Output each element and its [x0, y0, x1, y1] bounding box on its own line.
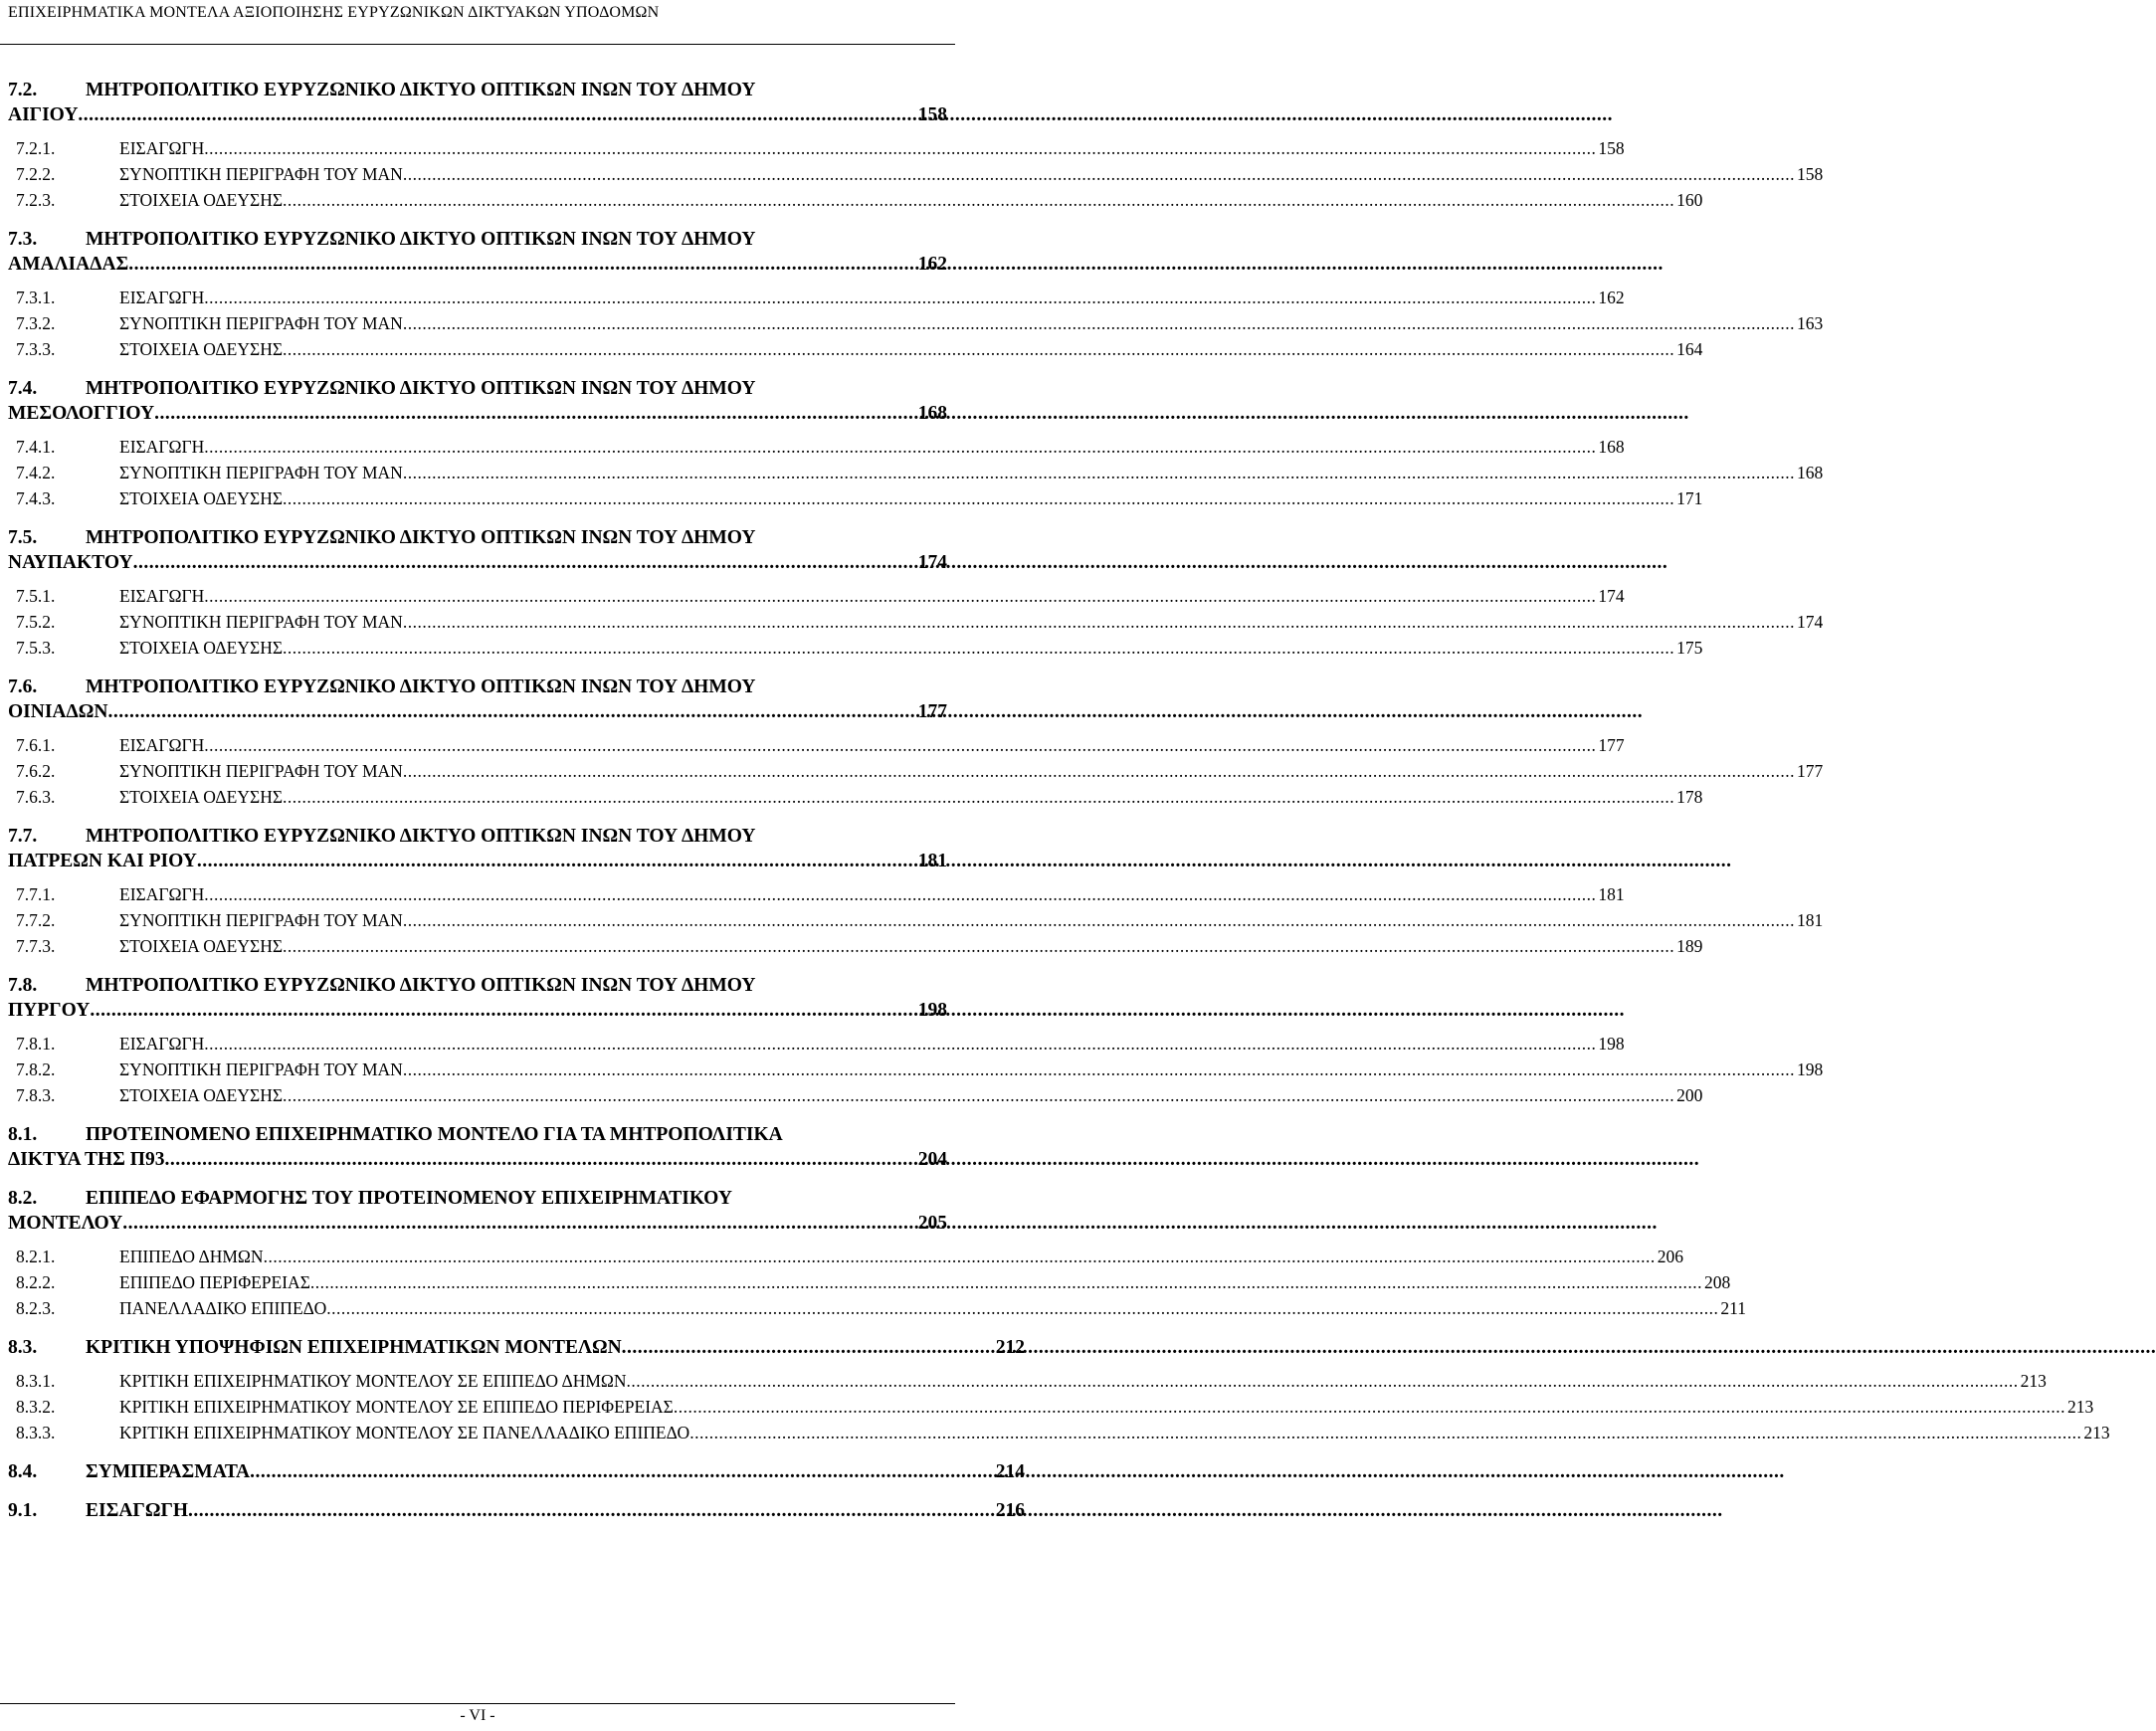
section-title-continued: ΑΙΓΙΟΥ [8, 104, 79, 125]
subsection-number: 7.7.2. [16, 910, 56, 930]
subsection-title: ΣΤΟΙΧΕΙΑ ΟΔΕΥΣΗΣ [119, 787, 284, 807]
subsection-title: ΣΥΝΟΠΤΙΚΗ ΠΕΡΙΓΡΑΦΗ ΤΟΥ MAN [119, 313, 403, 333]
subsection-title: ΣΥΝΟΠΤΙΚΗ ΠΕΡΙΓΡΑΦΗ ΤΟΥ MAN [119, 164, 403, 184]
header-rule [0, 44, 955, 45]
section-title-continued: ΔΙΚΤΥΑ ΤΗΣ Π93 [8, 1149, 165, 1170]
section-number: 7.4. [8, 378, 38, 399]
subsection-title: ΕΙΣΑΓΩΓΗ [119, 586, 205, 606]
toc-subsection-entry[interactable] [8, 907, 1824, 933]
section-number: 8.3. [8, 1337, 38, 1358]
dot-leader [283, 933, 1674, 959]
subsection-number: 8.2.1. [16, 1247, 56, 1266]
toc-subsection-entry[interactable] [8, 135, 1625, 161]
page-ref: 160 [1676, 190, 1703, 210]
toc-leader-line [119, 135, 1625, 161]
subsection-title: ΚΡΙΤΙΚΗ ΕΠΙΧΕΙΡΗΜΑΤΙΚΟΥ ΜΟΝΤΕΛΟΥ ΣΕ ΠΑΝΕΛΛΑΔΙΚΟ ΕΠΙΠΕΔΟ [119, 1423, 690, 1442]
page-ref: 168 [1796, 463, 1824, 482]
subsection-number: 7.5.2. [16, 612, 56, 632]
toc-subsection-entry[interactable] [8, 758, 1824, 784]
subsection-number: 7.7.3. [16, 936, 56, 956]
section-number: 7.3. [8, 229, 38, 250]
dot-leader [283, 784, 1674, 810]
subsection-title: ΣΥΝΟΠΤΙΚΗ ΠΕΡΙΓΡΑΦΗ ΤΟΥ MAN [119, 612, 403, 632]
toc-leader-line [119, 732, 1625, 758]
toc-leader-line [119, 609, 1823, 635]
subsection-title: ΣΤΟΙΧΕΙΑ ΟΔΕΥΣΗΣ [119, 488, 284, 508]
dot-leader [250, 1459, 994, 1484]
footer-rule [0, 1703, 955, 1704]
toc-leader-line [119, 784, 1702, 810]
dot-leader [326, 1295, 1718, 1321]
dot-leader [403, 758, 1795, 784]
section-title: ΚΡΙΤΙΚΗ ΥΠΟΨΗΦΙΩΝ ΕΠΙΧΕΙΡΗΜΑΤΙΚΩΝ ΜΟΝΤΕΛΩΝ [86, 1337, 622, 1358]
toc-section-heading [8, 1335, 1025, 1360]
dot-leader [204, 732, 1596, 758]
toc-subsection-entry[interactable] [8, 1082, 1703, 1108]
section-title: ΜΗΤΡΟΠΟΛΙΤΙΚΟ ΕΥΡΥΖΩΝΙΚΟ ΔΙΚΤΥΟ ΟΠΤΙΚΩΝ ΙΝΩΝ ΤΟΥ ΔΗΜΟΥ [86, 80, 756, 100]
toc-leader-line [119, 336, 1702, 362]
page-ref: 206 [1657, 1247, 1683, 1266]
page-ref: 178 [1676, 787, 1703, 807]
page-ref: 181 [917, 851, 947, 871]
page-ref: 177 [1598, 735, 1625, 755]
page-ref: 168 [917, 403, 947, 424]
toc-subsection-entry[interactable] [8, 1031, 1625, 1057]
dot-leader [283, 1082, 1674, 1108]
section-number: 7.6. [8, 676, 38, 697]
page-ref: 162 [1598, 288, 1625, 307]
dot-leader [154, 401, 916, 426]
toc-section-entry[interactable] [8, 973, 947, 1023]
page-ref: 214 [995, 1461, 1025, 1482]
subsection-title: ΕΙΣΑΓΩΓΗ [119, 288, 205, 307]
dot-leader [107, 699, 915, 724]
dot-leader [283, 635, 1674, 661]
toc-leader-line [119, 635, 1702, 661]
section-title: ΜΗΤΡΟΠΟΛΙΤΙΚΟ ΕΥΡΥΖΩΝΙΚΟ ΔΙΚΤΥΟ ΟΠΤΙΚΩΝ ΙΝΩΝ ΤΟΥ ΔΗΜΟΥ [86, 676, 756, 697]
dot-leader [78, 102, 915, 127]
toc-subsection-entry[interactable] [8, 460, 1824, 485]
toc-leader-line [119, 285, 1625, 310]
dot-leader [674, 1394, 2065, 1420]
page-ref: 189 [1676, 936, 1703, 956]
dot-leader [128, 252, 915, 277]
toc-leader-line [8, 849, 947, 873]
page-ref: 163 [1796, 313, 1824, 333]
subsection-title: ΕΙΣΑΓΩΓΗ [119, 138, 205, 158]
section-number: 8.2. [8, 1188, 38, 1209]
section-title: ΜΗΤΡΟΠΟΛΙΤΙΚΟ ΕΥΡΥΖΩΝΙΚΟ ΔΙΚΤΥΟ ΟΠΤΙΚΩΝ ΙΝΩΝ ΤΟΥ ΔΗΜΟΥ [86, 826, 756, 847]
page-ref: 181 [1796, 910, 1824, 930]
dot-leader [204, 583, 1596, 609]
dot-leader [627, 1368, 2019, 1394]
subsection-title: ΣΤΟΙΧΕΙΑ ΟΔΕΥΣΗΣ [119, 936, 284, 956]
toc-leader-line [119, 161, 1823, 187]
toc-section-entry[interactable] [8, 1122, 947, 1172]
subsection-title: ΣΥΝΟΠΤΙΚΗ ΠΕΡΙΓΡΑΦΗ ΤΟΥ MAN [119, 761, 403, 781]
page-ref: 213 [2020, 1371, 2047, 1391]
page-ref: 164 [1676, 339, 1703, 359]
page-ref: 181 [1598, 884, 1625, 904]
subsection-title: ΚΡΙΤΙΚΗ ΕΠΙΧΕΙΡΗΜΑΤΙΚΟΥ ΜΟΝΤΕΛΟΥ ΣΕ ΕΠΙΠΕΔΟ ΔΗΜΩΝ [119, 1371, 627, 1391]
dot-leader [283, 485, 1674, 511]
section-title: ΠΡΟΤΕΙΝΟΜΕΝΟ ΕΠΙΧΕΙΡΗΜΑΤΙΚΟ ΜΟΝΤΕΛΟ ΓΙΑ ΤΑ ΜΗΤΡΟΠΟΛΙΤΙΚΑ [86, 1124, 783, 1145]
toc-section-entry[interactable] [8, 824, 947, 873]
subsection-number: 8.2.2. [16, 1272, 56, 1292]
section-title-continued: ΑΜΑΛΙΑΔΑΣ [8, 254, 129, 275]
toc-leader-line [119, 1244, 1683, 1269]
dot-leader [283, 336, 1674, 362]
subsection-title: ΣΤΟΙΧΕΙΑ ΟΔΕΥΣΗΣ [119, 638, 284, 658]
dot-leader [403, 161, 1795, 187]
section-number: 9.1. [8, 1500, 38, 1521]
dot-leader [204, 285, 1596, 310]
toc-leader-line [8, 102, 947, 127]
toc-section-heading [8, 78, 947, 102]
section-title: ΕΙΣΑΓΩΓΗ [86, 1500, 189, 1521]
toc-section-heading [8, 376, 947, 401]
toc-subsection-entry[interactable] [8, 1295, 1746, 1321]
dot-leader [689, 1420, 2081, 1445]
page-ref: 198 [1598, 1034, 1625, 1054]
dot-leader [403, 907, 1795, 933]
toc-subsection-entry[interactable] [8, 485, 1703, 511]
page-ref: 158 [917, 104, 947, 125]
dot-leader [122, 1211, 915, 1236]
toc-leader-line [119, 1394, 2093, 1420]
subsection-title: ΚΡΙΤΙΚΗ ΕΠΙΧΕΙΡΗΜΑΤΙΚΟΥ ΜΟΝΤΕΛΟΥ ΣΕ ΕΠΙΠΕΔΟ ΠΕΡΙΦΕΡΕΙΑΣ [119, 1397, 674, 1417]
toc-subsection-entry[interactable] [8, 187, 1703, 213]
dot-leader [310, 1269, 1702, 1295]
subsection-title: ΕΙΣΑΓΩΓΗ [119, 735, 205, 755]
toc-leader-line [119, 758, 1823, 784]
dot-leader [188, 1498, 994, 1523]
toc-subsection-entry[interactable] [8, 933, 1703, 959]
section-title-continued: ΝΑΥΠΑΚΤΟΥ [8, 552, 133, 573]
toc-leader-line [119, 434, 1625, 460]
subsection-number: 7.8.1. [16, 1034, 56, 1054]
subsection-number: 7.2.3. [16, 190, 56, 210]
toc-subsection-entry[interactable] [8, 732, 1625, 758]
subsection-title: ΠΑΝΕΛΛΑΔΙΚΟ ΕΠΙΠΕΔΟ [119, 1298, 327, 1318]
subsection-number: 7.6.2. [16, 761, 56, 781]
toc-leader-line [119, 1057, 1823, 1082]
toc-section-heading [8, 674, 947, 699]
subsection-number: 7.7.1. [16, 884, 56, 904]
subsection-title: ΕΙΣΑΓΩΓΗ [119, 437, 205, 457]
section-title-continued: ΠΥΡΓΟΥ [8, 1000, 91, 1021]
toc-leader-line [119, 933, 1702, 959]
toc-section-heading [8, 1498, 1025, 1523]
page-ref: 213 [2083, 1423, 2110, 1442]
toc-subsection-entry[interactable] [8, 1368, 2047, 1394]
toc-leader-line [86, 1498, 1025, 1523]
subsection-number: 7.6.1. [16, 735, 56, 755]
subsection-title: ΣΤΟΙΧΕΙΑ ΟΔΕΥΣΗΣ [119, 1085, 284, 1105]
subsection-number: 8.3.3. [16, 1423, 56, 1442]
subsection-number: 7.3.1. [16, 288, 56, 307]
section-title-continued: ΜΟΝΤΕΛΟΥ [8, 1213, 123, 1234]
toc-section-entry[interactable] [8, 525, 947, 575]
toc-subsection-entry[interactable] [8, 881, 1625, 907]
dot-leader [164, 1147, 915, 1172]
subsection-title: ΕΠΙΠΕΔΟ ΠΕΡΙΦΕΡΕΙΑΣ [119, 1272, 310, 1292]
section-number: 8.1. [8, 1124, 38, 1145]
toc-leader-line [119, 310, 1823, 336]
subsection-number: 7.2.1. [16, 138, 56, 158]
toc-subsection-entry[interactable] [8, 1057, 1824, 1082]
page-ref: 174 [917, 552, 947, 573]
page-ref: 171 [1676, 488, 1703, 508]
section-title: ΜΗΤΡΟΠΟΛΙΤΙΚΟ ΕΥΡΥΖΩΝΙΚΟ ΔΙΚΤΥΟ ΟΠΤΙΚΩΝ ΙΝΩΝ ΤΟΥ ΔΗΜΟΥ [86, 975, 756, 996]
toc-subsection-entry[interactable] [8, 784, 1703, 810]
toc-subsection-entry[interactable] [8, 161, 1824, 187]
toc-leader-line [119, 187, 1702, 213]
page-ref: 198 [1796, 1059, 1824, 1079]
toc-leader-line [119, 583, 1625, 609]
dot-leader [622, 1335, 994, 1360]
subsection-number: 7.4.3. [16, 488, 56, 508]
page-ref: 162 [917, 254, 947, 275]
subsection-number: 7.3.2. [16, 313, 56, 333]
subsection-number: 7.3.3. [16, 339, 56, 359]
page-ref: 216 [995, 1500, 1025, 1521]
page-ref: 168 [1598, 437, 1625, 457]
subsection-title: ΣΤΟΙΧΕΙΑ ΟΔΕΥΣΗΣ [119, 190, 284, 210]
subsection-number: 7.8.2. [16, 1059, 56, 1079]
dot-leader [403, 460, 1795, 485]
subsection-number: 8.3.2. [16, 1397, 56, 1417]
page-ref: 175 [1676, 638, 1703, 658]
page-ref: 177 [1796, 761, 1824, 781]
toc-section-entry[interactable] [8, 674, 947, 724]
toc-leader-line [119, 1420, 2110, 1445]
toc-leader-line [8, 998, 947, 1023]
subsection-number: 8.3.1. [16, 1371, 56, 1391]
toc-leader-line [8, 401, 947, 426]
subsection-title: ΣΥΝΟΠΤΙΚΗ ΠΕΡΙΓΡΑΦΗ ΤΟΥ MAN [119, 910, 403, 930]
toc-section-heading [8, 227, 947, 252]
toc-leader-line [8, 699, 947, 724]
toc-leader-line [119, 485, 1702, 511]
table-of-contents [8, 78, 2110, 1523]
toc-section-heading [8, 1459, 1025, 1484]
section-number: 7.5. [8, 527, 38, 548]
toc-leader-line [8, 550, 947, 575]
page-ref: 212 [995, 1337, 1025, 1358]
page-number: - VI - [460, 1707, 495, 1724]
toc-subsection-entry[interactable] [8, 583, 1625, 609]
subsection-title: ΣΥΝΟΠΤΙΚΗ ΠΕΡΙΓΡΑΦΗ ΤΟΥ MAN [119, 463, 403, 482]
page-ref: 205 [917, 1213, 947, 1234]
page-ref: 158 [1598, 138, 1625, 158]
section-number: 7.8. [8, 975, 38, 996]
page-ref: 174 [1598, 586, 1625, 606]
toc-leader-line [119, 1031, 1625, 1057]
toc-leader-line [119, 1082, 1702, 1108]
toc-leader-line [8, 1147, 947, 1172]
toc-leader-line [119, 881, 1625, 907]
subsection-title: ΣΤΟΙΧΕΙΑ ΟΔΕΥΣΗΣ [119, 339, 284, 359]
toc-section-entry[interactable] [8, 1459, 1025, 1484]
section-title: ΜΗΤΡΟΠΟΛΙΤΙΚΟ ΕΥΡΥΖΩΝΙΚΟ ΔΙΚΤΥΟ ΟΠΤΙΚΩΝ ΙΝΩΝ ΤΟΥ ΔΗΜΟΥ [86, 229, 756, 250]
section-title-continued: ΜΕΣΟΛΟΓΓΙΟΥ [8, 403, 155, 424]
toc-section-entry[interactable] [8, 1335, 1025, 1360]
section-title: ΕΠΙΠΕΔΟ ΕΦΑΡΜΟΓΗΣ ΤΟΥ ΠΡΟΤΕΙΝΟΜΕΝΟΥ ΕΠΙΧΕΙΡΗΜΑΤΙΚΟΥ [86, 1188, 732, 1209]
subsection-number: 8.2.3. [16, 1298, 56, 1318]
toc-subsection-entry[interactable] [8, 609, 1824, 635]
subsection-number: 7.6.3. [16, 787, 56, 807]
section-number: 7.2. [8, 80, 38, 100]
toc-subsection-entry[interactable] [8, 635, 1703, 661]
subsection-title: ΕΠΙΠΕΔΟ ΔΗΜΩΝ [119, 1247, 264, 1266]
running-header: ΕΠΙΧΕΙΡΗΜΑΤΙΚΑ ΜΟΝΤΕΛΑ ΑΞΙΟΠΟΙΗΣΗΣ ΕΥΡΥΖΩΝΙΚΩΝ ΔΙΚΤΥΑΚΩΝ ΥΠΟΔΟΜΩΝ [8, 4, 660, 21]
subsection-title: ΕΙΣΑΓΩΓΗ [119, 1034, 205, 1054]
toc-subsection-entry[interactable] [8, 1394, 2094, 1420]
toc-leader-line [119, 460, 1823, 485]
toc-subsection-entry[interactable] [8, 1420, 2110, 1445]
subsection-number: 7.5.3. [16, 638, 56, 658]
dot-leader [133, 550, 916, 575]
dot-leader [204, 434, 1596, 460]
page-ref: 213 [2066, 1397, 2094, 1417]
toc-section-entry[interactable] [8, 227, 947, 277]
page-ref: 204 [917, 1149, 947, 1170]
dot-leader [204, 135, 1596, 161]
toc-section-entry[interactable] [8, 376, 947, 426]
toc-leader-line [119, 1368, 2047, 1394]
section-title-continued: ΟΙΝΙΑΔΩΝ [8, 701, 108, 722]
page-ref: 208 [1704, 1272, 1731, 1292]
section-title-continued: ΠΑΤΡΕΩΝ ΚΑΙ ΡΙΟΥ [8, 851, 197, 871]
toc-leader-line [86, 1459, 1025, 1484]
page-ref: 198 [917, 1000, 947, 1021]
dot-leader [90, 998, 915, 1023]
page-ref: 211 [1720, 1298, 1746, 1318]
subsection-title: ΕΙΣΑΓΩΓΗ [119, 884, 205, 904]
toc-section-heading [8, 973, 947, 998]
toc-subsection-entry[interactable] [8, 310, 1824, 336]
subsection-title: ΣΥΝΟΠΤΙΚΗ ΠΕΡΙΓΡΑΦΗ ΤΟΥ MAN [119, 1059, 403, 1079]
subsection-number: 7.4.2. [16, 463, 56, 482]
section-number: 8.4. [8, 1461, 38, 1482]
subsection-number: 7.4.1. [16, 437, 56, 457]
toc-leader-line [86, 1335, 1025, 1360]
dot-leader [204, 1031, 1596, 1057]
dot-leader [403, 609, 1795, 635]
toc-subsection-entry[interactable] [8, 285, 1625, 310]
toc-leader-line [119, 1269, 1730, 1295]
dot-leader [197, 849, 916, 873]
toc-leader-line [8, 252, 947, 277]
toc-leader-line [119, 907, 1823, 933]
toc-leader-line [8, 1211, 947, 1236]
toc-section-heading [8, 1122, 947, 1147]
page-ref: 177 [917, 701, 947, 722]
toc-section-entry[interactable] [8, 1186, 947, 1236]
toc-section-entry[interactable] [8, 78, 947, 127]
toc-section-entry[interactable] [8, 1498, 1025, 1523]
toc-leader-line [119, 1295, 1746, 1321]
section-title: ΣΥΜΠΕΡΑΣΜΑΤΑ [86, 1461, 251, 1482]
page-ref: 174 [1796, 612, 1824, 632]
section-number: 7.7. [8, 826, 38, 847]
toc-subsection-entry[interactable] [8, 1244, 1683, 1269]
dot-leader [264, 1244, 1656, 1269]
dot-leader [403, 1057, 1795, 1082]
dot-leader [204, 881, 1596, 907]
toc-subsection-entry[interactable] [8, 336, 1703, 362]
section-title: ΜΗΤΡΟΠΟΛΙΤΙΚΟ ΕΥΡΥΖΩΝΙΚΟ ΔΙΚΤΥΟ ΟΠΤΙΚΩΝ ΙΝΩΝ ΤΟΥ ΔΗΜΟΥ [86, 378, 756, 399]
toc-subsection-entry[interactable] [8, 1269, 1731, 1295]
toc-section-heading [8, 1186, 947, 1211]
dot-leader [403, 310, 1795, 336]
section-title: ΜΗΤΡΟΠΟΛΙΤΙΚΟ ΕΥΡΥΖΩΝΙΚΟ ΔΙΚΤΥΟ ΟΠΤΙΚΩΝ ΙΝΩΝ ΤΟΥ ΔΗΜΟΥ [86, 527, 756, 548]
subsection-number: 7.8.3. [16, 1085, 56, 1105]
page-ref: 200 [1676, 1085, 1703, 1105]
toc-section-heading [8, 824, 947, 849]
subsection-number: 7.2.2. [16, 164, 56, 184]
page-ref: 158 [1796, 164, 1824, 184]
subsection-number: 7.5.1. [16, 586, 56, 606]
toc-section-heading [8, 525, 947, 550]
dot-leader [283, 187, 1674, 213]
toc-subsection-entry[interactable] [8, 434, 1625, 460]
